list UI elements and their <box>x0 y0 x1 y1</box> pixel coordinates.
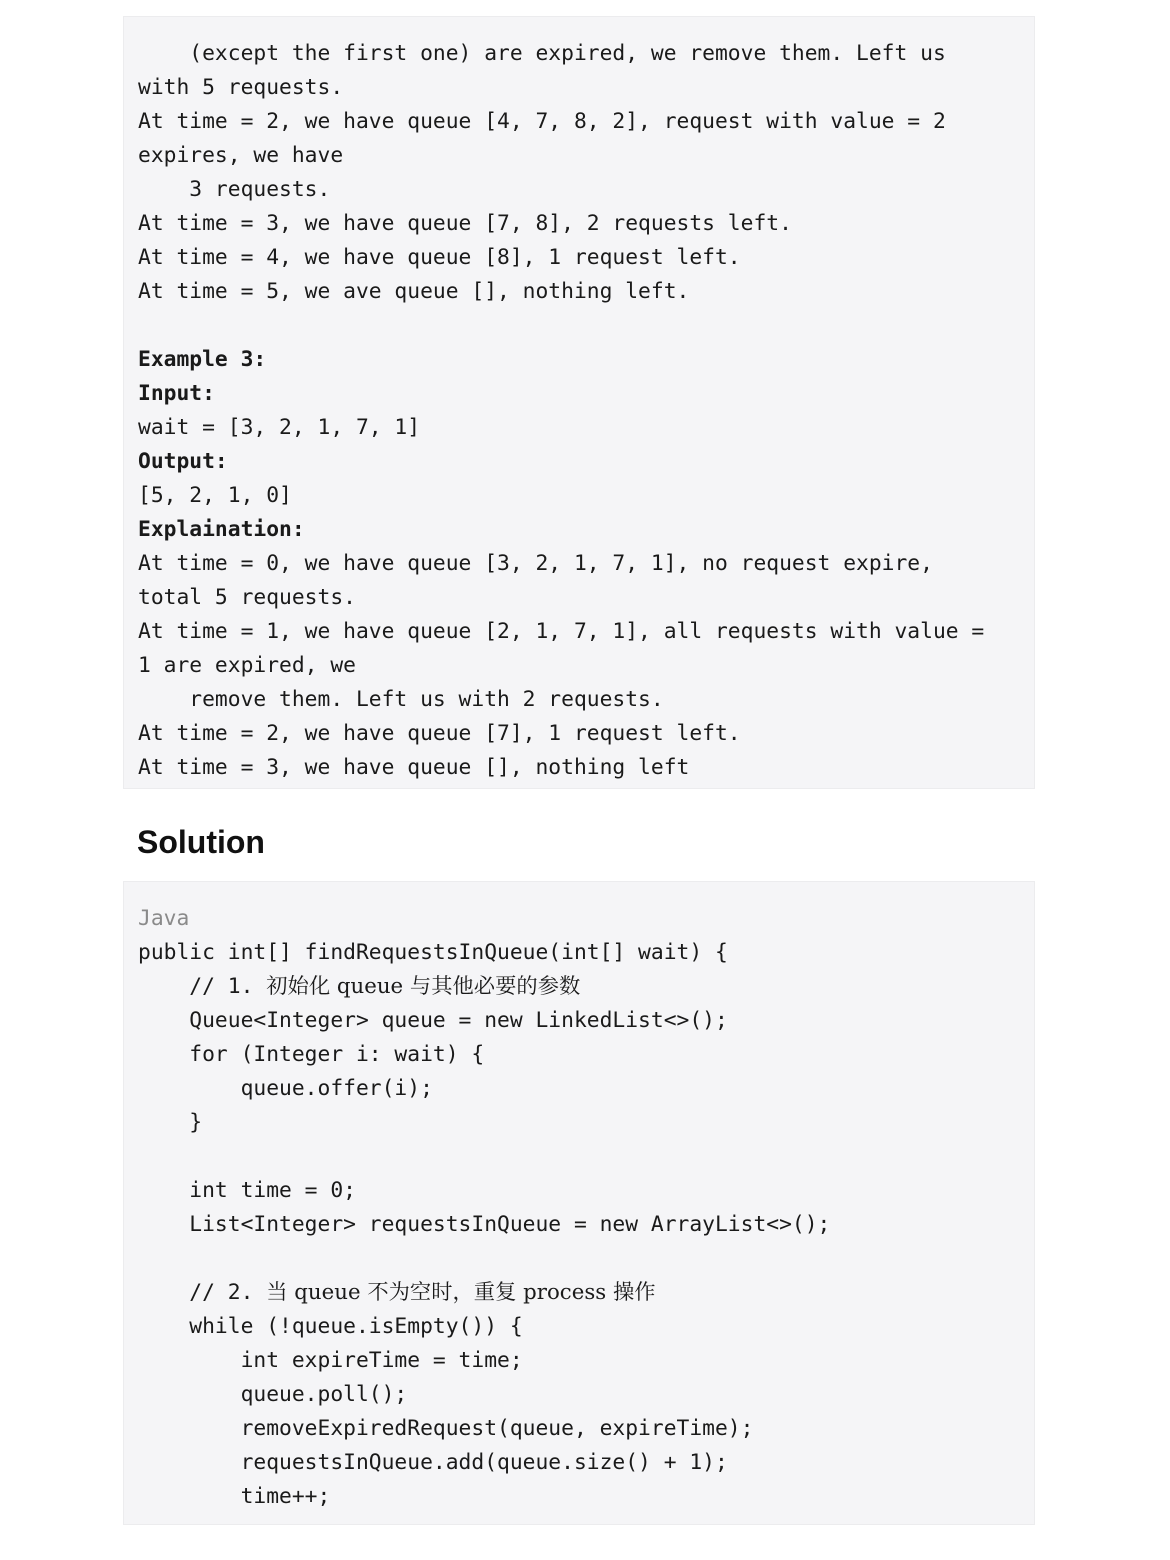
code-text: removeExpiredRequest(queue, expireTime); <box>138 1416 754 1441</box>
code-text: int expireTime = time; <box>138 1348 523 1373</box>
code-line <box>138 1004 1020 1038</box>
example-label-line: Explaination: <box>138 517 305 542</box>
example-text-line: with 5 requests. <box>138 75 344 100</box>
comment-text: 初始化 queue 与其他必要的参数 <box>266 974 581 999</box>
solution-heading: Solution <box>137 824 265 860</box>
code-comment-line <box>138 1276 1020 1310</box>
code-line <box>138 936 1020 970</box>
code-line <box>138 1242 1020 1276</box>
solution-code-block <box>123 881 1035 1525</box>
code-line <box>138 1310 1020 1344</box>
code-text: } <box>138 1110 203 1135</box>
code-text: int time = 0; <box>138 1178 356 1203</box>
example-text-line: remove them. Left us with 2 requests. <box>138 687 664 712</box>
code-text: public int[] findRequestsInQueue(int[] wait) { <box>138 940 728 965</box>
example-label-line: Output: <box>138 449 228 474</box>
example-text-line: At time = 0, we have queue [3, 2, 1, 7, 1], no request expire, <box>138 551 933 576</box>
example-text-line <box>138 309 1020 343</box>
code-line <box>138 1378 1020 1412</box>
example-text-line: (except the first one) are expired, we remove them. Left us <box>138 41 946 66</box>
example-code-block <box>123 16 1035 789</box>
example-text-line: expires, we have <box>138 143 344 168</box>
example-text-line: total 5 requests. <box>138 585 356 610</box>
code-text: queue.offer(i); <box>138 1076 433 1101</box>
code-line <box>138 1480 1020 1514</box>
example-text-line: At time = 2, we have queue [4, 7, 8, 2], request with value = 2 <box>138 109 946 134</box>
example-text-line: At time = 1, we have queue [2, 1, 7, 1], all requests with value = <box>138 619 985 644</box>
code-line <box>138 1140 1020 1174</box>
code-text: while (!queue.isEmpty()) { <box>138 1314 523 1339</box>
code-comment-line <box>138 970 1020 1004</box>
example-text-line: wait = [3, 2, 1, 7, 1] <box>138 415 421 440</box>
code-text: requestsInQueue.add(queue.size() + 1); <box>138 1450 728 1475</box>
code-language-label: Java <box>138 906 190 931</box>
code-text: // 2. <box>138 1280 267 1305</box>
code-text: queue.poll(); <box>138 1382 408 1407</box>
example-text-line: [5, 2, 1, 0] <box>138 483 292 508</box>
code-text: for (Integer i: wait) { <box>138 1042 485 1067</box>
code-line <box>138 1174 1020 1208</box>
code-line <box>138 1072 1020 1106</box>
example-text-line: 1 are expired, we <box>138 653 356 678</box>
example-text-line: At time = 4, we have queue [8], 1 request left. <box>138 245 741 270</box>
code-line <box>138 1208 1020 1242</box>
comment-text: 当 queue 不为空时，重复 process 操作 <box>266 1280 656 1305</box>
code-text: time++; <box>138 1484 331 1509</box>
example-text-line: At time = 2, we have queue [7], 1 request left. <box>138 721 741 746</box>
example-text-line: At time = 5, we ave queue [], nothing left. <box>138 279 690 304</box>
example-text-line: At time = 3, we have queue [7, 8], 2 requests left. <box>138 211 792 236</box>
example-text-line: 3 requests. <box>138 177 331 202</box>
example-label-line: Example 3: <box>138 347 267 372</box>
code-line <box>138 1106 1020 1140</box>
code-text: List<Integer> requestsInQueue = new ArrayList<>(); <box>138 1212 831 1237</box>
code-text: // 1. <box>138 974 267 999</box>
code-line <box>138 1344 1020 1378</box>
code-line <box>138 1412 1020 1446</box>
example-text-line: At time = 3, we have queue [], nothing left <box>138 755 690 780</box>
code-text: Queue<Integer> queue = new LinkedList<>(); <box>138 1008 728 1033</box>
code-line <box>138 1038 1020 1072</box>
code-line <box>138 1446 1020 1480</box>
example-label-line: Input: <box>138 381 215 406</box>
